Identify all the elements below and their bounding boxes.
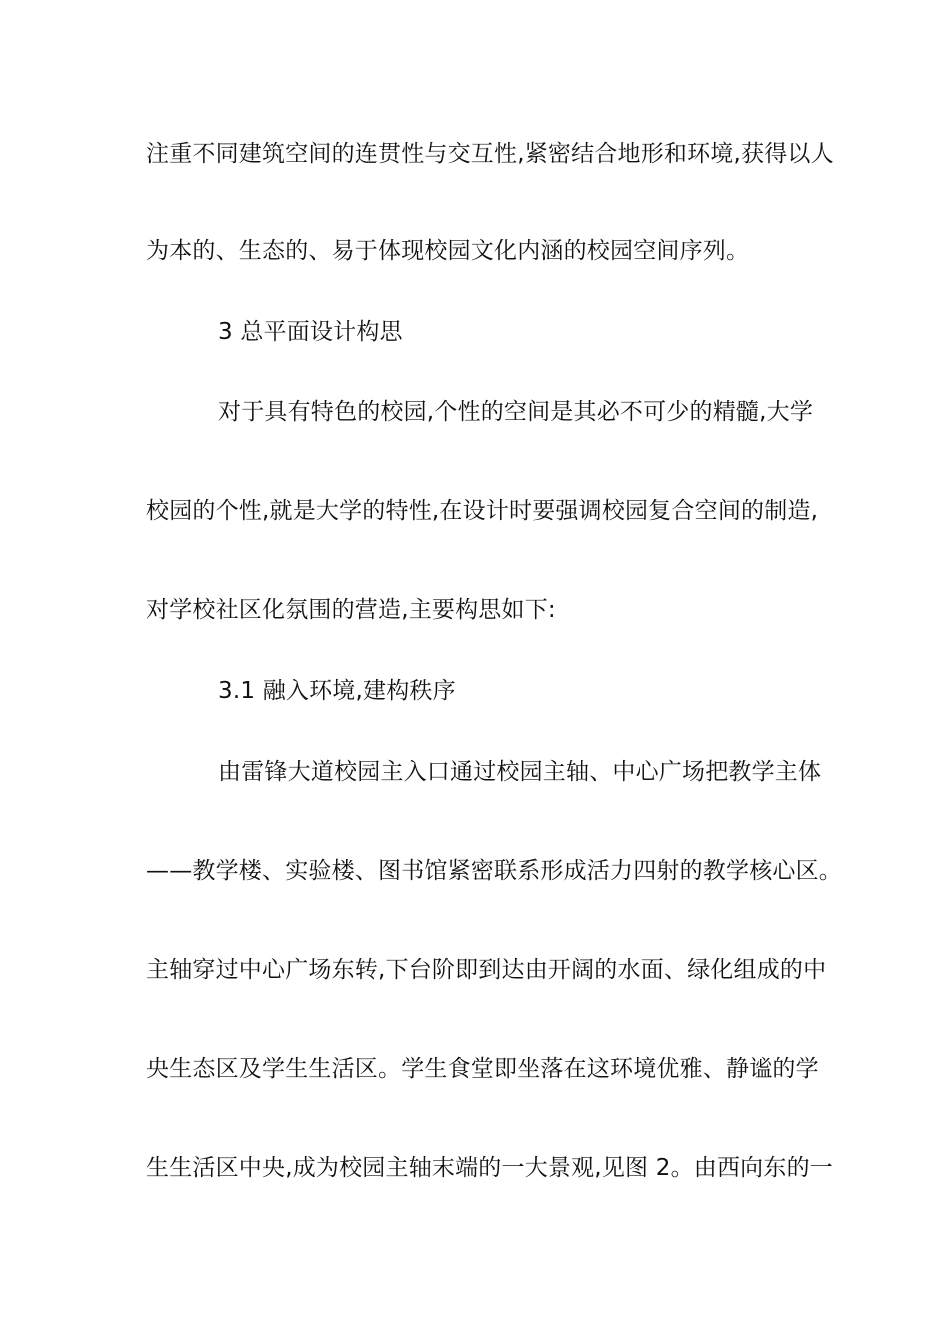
body-text-line: ——教学楼、实验楼、图书馆紧密联系形成活力四射的教学核心区。 xyxy=(146,858,842,884)
subsection-heading: 3.1 融入环境,建构秩序 xyxy=(218,678,456,704)
body-text-line: 生生活区中央,成为校园主轴末端的一大景观,见图 2。由西向东的一 xyxy=(146,1155,833,1181)
body-text-line: 校园的个性,就是大学的特性,在设计时要强调校园复合空间的制造, xyxy=(146,498,819,524)
section-heading: 3 总平面设计构思 xyxy=(218,319,403,345)
body-text-line: 注重不同建筑空间的连贯性与交互性,紧密结合地形和环境,获得以人 xyxy=(146,141,834,167)
body-text-line: 央生态区及学生生活区。学生食堂即坐落在这环境优雅、静谧的学 xyxy=(146,1056,819,1082)
body-text-line: 主轴穿过中心广场东转,下台阶即到达由开阔的水面、绿化组成的中 xyxy=(146,957,827,983)
body-text-line: 由雷锋大道校园主入口通过校园主轴、中心广场把教学主体 xyxy=(218,759,822,785)
body-text-line: 为本的、生态的、易于体现校园文化内涵的校园空间序列。 xyxy=(146,238,750,264)
body-text-line: 对于具有特色的校园,个性的空间是其必不可少的精髓,大学 xyxy=(218,399,814,425)
body-text-line: 对学校社区化氛围的营造,主要构思如下: xyxy=(146,597,556,623)
